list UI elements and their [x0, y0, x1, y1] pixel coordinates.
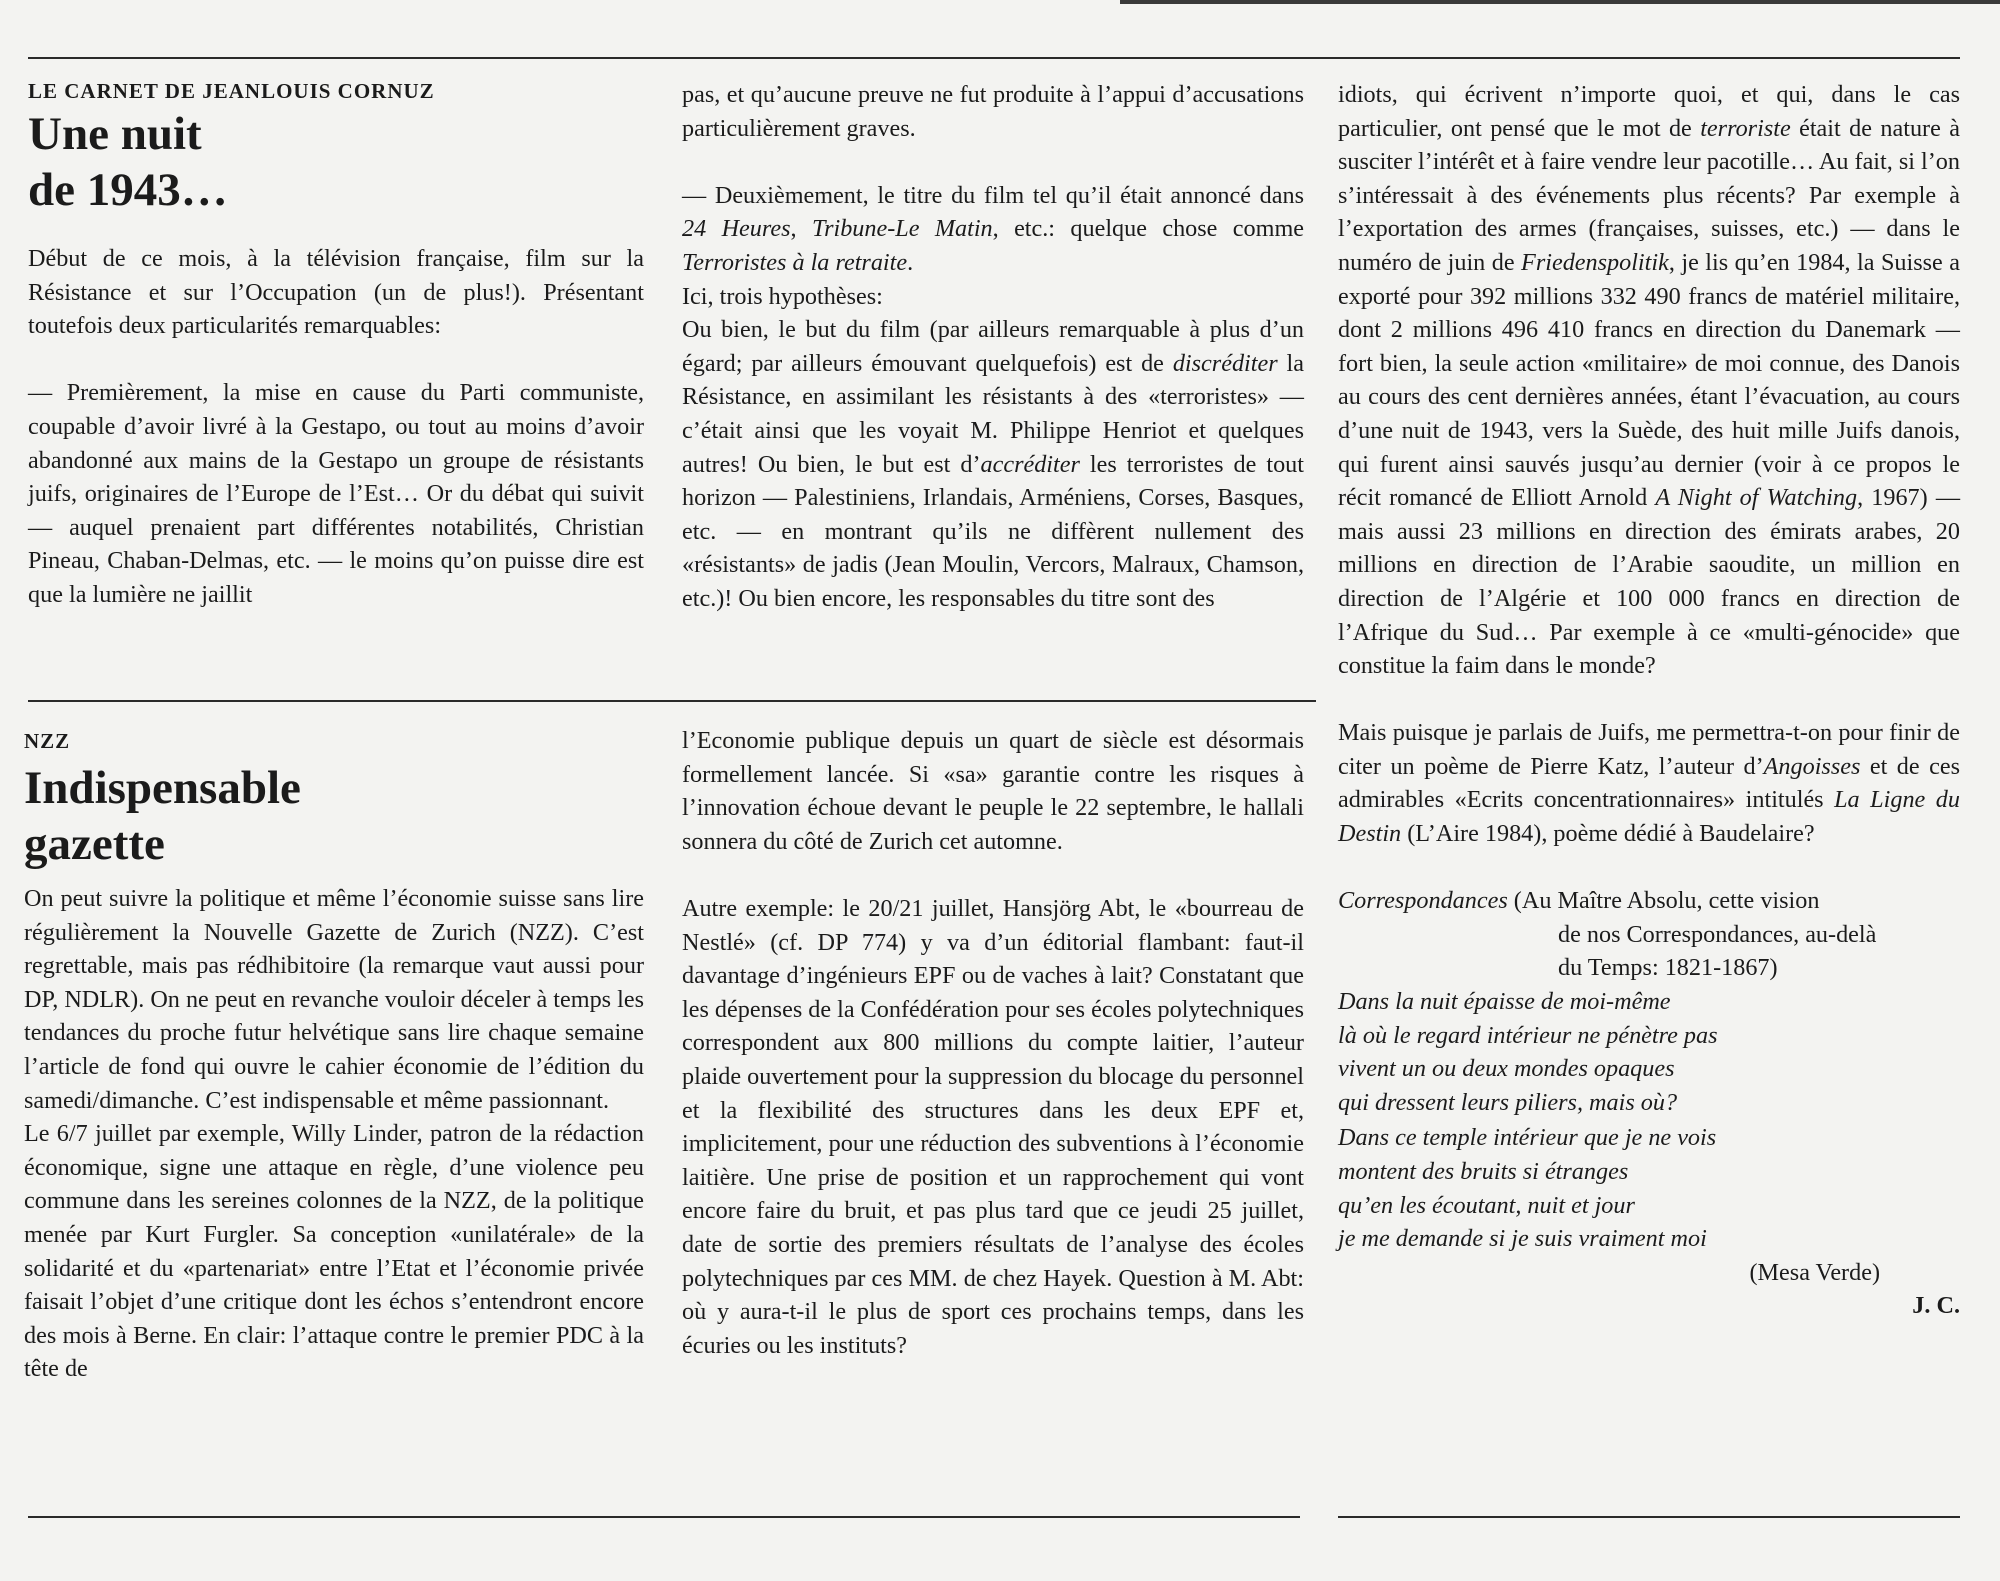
- text-run: et de ces admirables «Ecrits concentrationnaires» intitulés: [1338, 752, 1960, 814]
- text-run: la Résistance, en assimilant les résistants à des «terroristes» — c’était ainsi que les voyait M. Philippe Henriot et quelques autres! Ou bien, le but est d’: [682, 349, 1304, 478]
- italic-word: discréditer: [1172, 349, 1278, 377]
- article2-title-line1: Indispensable: [24, 762, 301, 814]
- poem-dedication-line3: du Temps: 1821-1867): [1558, 954, 1778, 982]
- article2-kicker: NZZ: [24, 729, 71, 753]
- poem-line: Dans ce temple intérieur que je ne vois: [1338, 1124, 1717, 1152]
- poem-line: là où le regard intérieur ne pénètre pas: [1338, 1021, 1718, 1049]
- italic-film-title: Terroristes à la retraite: [682, 248, 908, 276]
- poem-dedication-line2: de nos Correspondances, au-delà: [1558, 920, 1877, 948]
- article2-col1-paragraph2: Le 6/7 juillet par exemple, Willy Linder, patron de la rédaction économique, signe une attaque en règle, d’une violence peu commune dans les sereines colonnes de la NZZ, de la politique menée par Kurt Furgler. Sa conception «unilatérale» de la solidarité et du «partenariat» entre l’Etat et l’économie privée faisait l’objet d’une critique dont les échos s’entendront encore des mois à Berne. En clair: l’attaque contre le premier PDC à la tête de: [24, 1120, 644, 1383]
- poem-dedication: (Au Maître Absolu, cette vision: [1507, 887, 1820, 915]
- article2-headline: [24, 760, 644, 872]
- article1-col3-paragraph1: [1338, 78, 1960, 683]
- article1-headline: [28, 106, 644, 218]
- article1-col1-paragraph1: Début de ce mois, à la télévision française, film sur la Résistance et sur l’Occupation (un de plus!). Présentant toutefois deux particularités remarquables:: [28, 245, 644, 340]
- article2-col2-paragraph1: l’Economie publique depuis un quart de siècle est désormais formellement lancée. Si «sa» garantie contre les risques à l’innovation échoue devant le peuple le 22 septembre, le hallali sonnera du côté de Zurich cet automne.: [682, 727, 1304, 855]
- poem-line: vivent un ou deux mondes opaques: [1338, 1055, 1675, 1083]
- italic-title-tribune: Tribune-Le Matin: [811, 215, 993, 243]
- rule-bottom-right: [1338, 1516, 1960, 1518]
- italic-book-title: Angoisses: [1763, 752, 1861, 780]
- article1-col2-paragraph4: [682, 313, 1304, 615]
- poem-heading: [1338, 884, 1960, 918]
- text-run: (L’Aire 1984), poème dédié à Baudelaire?: [1401, 820, 1815, 848]
- poem-stanza1: [1338, 985, 1960, 1119]
- italic-publication: Friedenspolitik: [1521, 248, 1669, 276]
- author-signature: J. C.: [1912, 1292, 1960, 1320]
- article1-col2-paragraph2: [682, 179, 1304, 280]
- article1-column1: [28, 78, 644, 612]
- poem-stanza2: [1338, 1121, 1960, 1255]
- rule-top: [28, 57, 1960, 59]
- text-run: les terroristes de tout horizon — Palestiniens, Irlandais, Arméniens, Corses, Basques, etc. — en montrant qu’ils ne diffèrent nullement des «résistants» de jadis (Jean Moulin, Vercors, Malraux, Chamson, etc.)! Ou bien encore, les responsables du titre sont des: [682, 450, 1304, 612]
- article1-col2-paragraph1: pas, et qu’aucune preuve ne fut produite à l’appui d’accusations particulièrement graves.: [682, 81, 1304, 142]
- poem-source: (Mesa Verde): [1749, 1258, 1880, 1286]
- italic-book-title: A Night of Watching: [1655, 484, 1858, 512]
- article2-title-line2: gazette: [24, 818, 165, 870]
- poem-title: Correspondances: [1338, 887, 1508, 915]
- text-run: idiots, qui écrivent n’importe quoi, et qui, dans le cas particulier, ont pensé que le mot de: [1338, 81, 1960, 142]
- article2-col1-paragraph1: On peut suivre la politique et même l’économie suisse sans lire régulièrement la Nouvelle Gazette de Zurich (NZZ). C’est regrettable, mais pas rédhibitoire (la remarque vaut aussi pour DP, NDLR). On ne peut en revanche vouloir déceler à temps les tendances du proche futur helvétique sans lire chaque semaine l’article de fond qui ouvre le cahier économie de l’édition du samedi/dimanche. C’est indispensable et même passionnant.: [24, 885, 644, 1114]
- poem-line: Dans la nuit épaisse de moi-même: [1338, 988, 1671, 1016]
- text-run: , je lis qu’en 1984, la Suisse a exporté pour 392 millions 332 490 francs de matériel militaire, dont 2 millions 496 410 francs en direction du Danemark — fort bien, la seule action «militaire» de moi connue, des Danois au cours des cent dernières années, étant l’évacuation, au cours d’une nuit de 1943, vers la Suède, des huit mille Juifs danois, qui furent ainsi sauvés jusqu’au dernier (voir à ce propos le récit romancé de Elliott Arnold: [1338, 248, 1960, 512]
- text-run: Ou bien, le but du film (par ailleurs remarquable à plus d’un égard; par ailleurs émouvant quelquefois) est de: [682, 316, 1304, 377]
- poem-line: montent des bruits si étranges: [1338, 1158, 1629, 1185]
- article1-column3: [1338, 78, 1960, 1323]
- text-run: — Deuxièmement, le titre du film tel qu’il était annoncé dans: [682, 181, 1304, 209]
- article1-title-line1: Une nuit: [28, 108, 202, 160]
- italic-word: terroriste: [1700, 114, 1791, 142]
- italic-word: accréditer: [980, 450, 1080, 478]
- text-run: .: [907, 248, 914, 276]
- article1-col1-paragraph2: — Premièrement, la mise en cause du Parti communiste, coupable d’avoir livré à la Gestapo, ou tout au moins d’avoir abandonné aux mains de la Gestapo un groupe de résistants juifs, originaires de l’Europe de l’Est… Or du débat qui suivit — auquel prenaient part différentes notabilités, Christian Pineau, Chaban-Delmas, etc. — le moins qu’on puisse dire est que la lumière ne jaillit: [28, 379, 644, 608]
- text-run: Mais puisque je parlais de Juifs, me permettra-t-on pour finir de citer un poème de Pierre Katz, l’auteur d’: [1338, 719, 1960, 780]
- top-edge-bar: [1120, 0, 2000, 4]
- rule-middle: [28, 700, 1316, 702]
- article2-column1: [24, 728, 644, 1386]
- italic-book-title: La Ligne du Destin: [1338, 786, 1960, 848]
- text-run: , etc.: quelque chose comme: [992, 215, 1304, 243]
- article1-column2: [682, 78, 1304, 616]
- article1-col3-paragraph2: [1338, 716, 1960, 850]
- article2-column2: [682, 724, 1304, 1362]
- article1-title-line2: de 1943…: [28, 164, 228, 216]
- poem-line: qui dressent leurs piliers, mais où?: [1338, 1088, 1678, 1116]
- rule-bottom-left: [28, 1516, 1300, 1518]
- article2-col2-paragraph2: Autre exemple: le 20/21 juillet, Hansjörg Abt, le «bourreau de Nestlé» (cf. DP 774) y va d’un éditorial flambant: faut-il davantage d’ingénieurs EPF ou de vaches à lait? Constatant que les dépenses de la Confédération pour ses écoles polytechniques correspondent aux 800 millions du compte laitier, l’auteur plaide ouvertement pour la suppression du blocage du personnel et la flexibilité des structures dans les deux EPF et, implicitement, pour une réduction des subventions à l’économie laitière. Une prise de position et un rapprochement qui vont encore faire du bruit, et pas plus tard que ce jeudi 25 juillet, date de sortie des premiers résultats de l’analyse des écoles polytechniques par ces MM. de chez Hayek. Question à M. Abt: où y aura-t-il le plus de sport ces prochains temps, dans les écuries ou les instituts?: [682, 894, 1304, 1359]
- text-run: était de nature à susciter l’intérêt et à faire vendre leur pacotille… Au fait, si l’on s’intéressait à des événements plus récents? Par exemple à l’exportation des armes (françaises, suisses, etc.) — dans le numéro de juin de: [1338, 114, 1960, 276]
- poem-line: qu’en les écoutant, nuit et jour: [1338, 1191, 1635, 1219]
- article1-kicker: LE CARNET DE JEANLOUIS CORNUZ: [28, 79, 435, 103]
- text-run: , 1967) — mais aussi 23 millions en direction des émirats arabes, 20 millions en direction de l’Arabie saoudite, un million en direction de l’Algérie et 100 000 francs en direction de l’Afrique du Sud… Par exemple à ce «multi-génocide» que constitue la faim dans le monde?: [1338, 484, 1961, 680]
- italic-title-24-heures: 24 Heures: [682, 215, 791, 243]
- text-run: ,: [790, 215, 812, 243]
- poem-line: je me demande si je suis vraiment moi: [1338, 1225, 1707, 1253]
- article1-col2-paragraph3: Ici, trois hypothèses:: [682, 282, 883, 310]
